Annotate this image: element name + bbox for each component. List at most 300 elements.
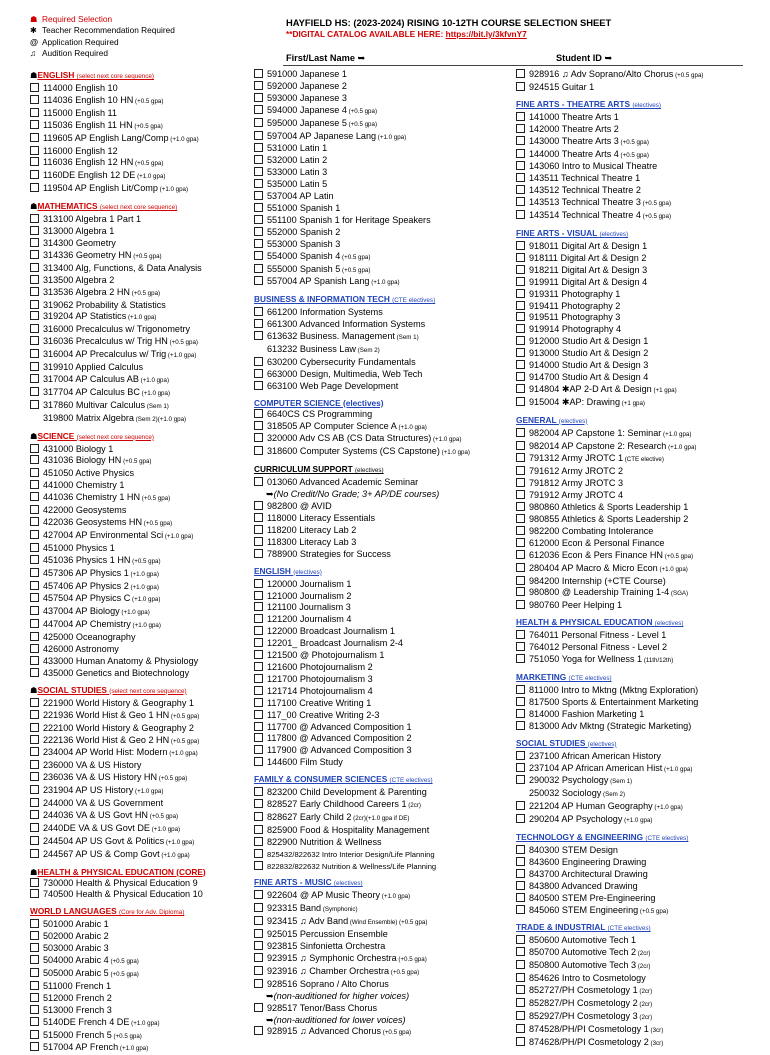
course-label: 441000 Chemistry 1: [43, 480, 125, 491]
course-label: 115000 English 11: [43, 107, 117, 118]
course-checkbox[interactable]: [516, 124, 525, 133]
course-checkbox[interactable]: [254, 799, 263, 808]
course-row: [254, 525, 510, 537]
course-label: 117100 Creative Writing 1: [267, 697, 372, 708]
course-checkbox[interactable]: [30, 668, 39, 677]
course-checkbox[interactable]: [30, 263, 39, 272]
section-heading-note: (electives): [632, 101, 662, 109]
course-checkbox[interactable]: [30, 336, 39, 345]
course-row: [30, 543, 256, 555]
course-checkbox[interactable]: [516, 136, 525, 145]
course-checkbox[interactable]: [30, 480, 39, 489]
course-row: [254, 409, 510, 421]
course-checkbox[interactable]: [516, 397, 525, 406]
course-checkbox[interactable]: [516, 857, 525, 866]
course-checkbox[interactable]: [30, 747, 39, 756]
section-heading-note: (electives): [354, 467, 384, 475]
course-checkbox[interactable]: [30, 1042, 39, 1051]
course-row: [254, 513, 510, 525]
course-label: 118200 Literacy Lab 2: [267, 524, 357, 535]
course-checkbox[interactable]: [30, 698, 39, 707]
course-checkbox[interactable]: [254, 446, 263, 455]
course-checkbox[interactable]: [516, 538, 525, 547]
course-checkbox[interactable]: [254, 537, 263, 546]
course-checkbox[interactable]: [254, 421, 263, 430]
course-checkbox[interactable]: [516, 173, 525, 182]
course-checkbox[interactable]: [30, 214, 39, 223]
course-checkbox[interactable]: [516, 845, 525, 854]
course-checkbox[interactable]: [516, 241, 525, 250]
course-label: 5140DE French 4 DE: [43, 1016, 130, 1027]
course-checkbox[interactable]: [30, 287, 39, 296]
course-row: [254, 179, 510, 191]
course-note: (+0.5 gpa): [673, 72, 704, 79]
course-checkbox[interactable]: [516, 161, 525, 170]
course-checkbox[interactable]: [516, 973, 525, 982]
course-row: [254, 381, 510, 393]
course-checkbox[interactable]: [254, 1026, 263, 1035]
course-checkbox[interactable]: [516, 348, 525, 357]
course-checkbox[interactable]: [516, 893, 525, 902]
course-checkbox[interactable]: [254, 966, 263, 975]
course-note: (+0.5 gpa): [340, 253, 371, 261]
course-checkbox[interactable]: [516, 654, 525, 663]
course-checkbox[interactable]: [30, 400, 39, 409]
section-heading-note: (select next core sequence): [99, 204, 178, 212]
course-checkbox[interactable]: [30, 324, 39, 333]
course-row: [254, 501, 510, 513]
course-checkbox[interactable]: [516, 1011, 525, 1020]
course-checkbox[interactable]: [30, 170, 39, 179]
course-note: (+1.0 gpa): [396, 423, 427, 431]
course-label: 316036 Precalculus w/ Trig HN: [43, 336, 168, 347]
course-checkbox[interactable]: [30, 772, 39, 781]
course-note: (+1.0 gpa): [159, 851, 190, 859]
course-checkbox[interactable]: [30, 568, 39, 577]
course-checkbox[interactable]: [30, 444, 39, 453]
course-label: 426000 Astronomy: [43, 644, 119, 655]
course-note: (+0.5 gpa): [157, 775, 188, 783]
course-checkbox[interactable]: [30, 931, 39, 940]
course-checkbox[interactable]: [254, 733, 263, 742]
course-checkbox[interactable]: [30, 349, 39, 358]
course-checkbox[interactable]: [254, 501, 263, 510]
course-checkbox[interactable]: [516, 563, 525, 572]
course-checkbox[interactable]: [254, 203, 263, 212]
course-checkbox[interactable]: [254, 602, 263, 611]
course-row: [254, 477, 510, 489]
course-checkbox[interactable]: [254, 979, 263, 988]
course-row: [254, 941, 510, 953]
course-checkbox[interactable]: [30, 362, 39, 371]
course-checkbox[interactable]: [30, 836, 39, 845]
course-checkbox[interactable]: [516, 265, 525, 274]
course-checkbox[interactable]: [516, 360, 525, 369]
course-row: [254, 787, 510, 799]
course-checkbox[interactable]: [516, 630, 525, 639]
course-label: 319062 Probability & Statistics: [43, 299, 166, 310]
course-note: (+1 gpa): [620, 399, 645, 407]
course-note: (+1.0 gpa): [128, 570, 159, 578]
course-checkbox[interactable]: [30, 823, 39, 832]
course-row: [516, 289, 756, 301]
course-checkbox[interactable]: [254, 710, 263, 719]
course-checkbox[interactable]: [30, 300, 39, 309]
course-note: (+1.0 gpa): [149, 825, 181, 833]
section-heading: [516, 98, 756, 112]
course-row: [30, 710, 256, 723]
course-label: 553000 Spanish 3: [267, 238, 341, 249]
course-checkbox[interactable]: [30, 108, 39, 117]
course-checkbox[interactable]: [516, 869, 525, 878]
course-label: 980860 Athletics & Sports Leadership 1: [529, 502, 689, 513]
course-checkbox[interactable]: [30, 798, 39, 807]
course-checkbox[interactable]: [254, 849, 263, 858]
course-row: [254, 825, 510, 837]
course-checkbox[interactable]: [516, 998, 525, 1007]
course-checkbox[interactable]: [516, 514, 525, 523]
course-checkbox[interactable]: [30, 760, 39, 769]
course-row: [30, 444, 256, 456]
course-checkbox[interactable]: [254, 357, 263, 366]
course-label: 319204 AP Statistics: [43, 311, 127, 322]
course-checkbox[interactable]: [516, 312, 525, 321]
course-label: 437004 AP Biology: [43, 606, 120, 617]
course-label: 319800 Matrix Algebra: [43, 412, 134, 423]
course-checkbox[interactable]: [516, 69, 525, 78]
course-checkbox[interactable]: [254, 650, 263, 659]
section-heading-label: WORLD LANGUAGES: [30, 906, 119, 917]
course-checkbox[interactable]: [30, 183, 39, 192]
course-checkbox[interactable]: [254, 941, 263, 950]
course-checkbox[interactable]: [30, 146, 39, 155]
course-row: [30, 214, 256, 226]
course-checkbox[interactable]: [254, 191, 263, 200]
course-checkbox[interactable]: [516, 1024, 525, 1033]
course-checkbox[interactable]: [516, 82, 525, 91]
course-note: (+1.0 gpa): [168, 135, 199, 143]
course-checkbox[interactable]: [30, 157, 39, 166]
course-checkbox[interactable]: [254, 579, 263, 588]
course-checkbox[interactable]: [516, 478, 525, 487]
course-checkbox[interactable]: [516, 210, 525, 219]
course-checkbox[interactable]: [254, 825, 263, 834]
course-row: [254, 698, 510, 710]
course-checkbox[interactable]: [516, 935, 525, 944]
course-checkbox[interactable]: [516, 336, 525, 345]
course-checkbox[interactable]: [254, 953, 263, 962]
course-checkbox[interactable]: [516, 185, 525, 194]
course-checkbox[interactable]: [516, 947, 525, 956]
course-row: [30, 492, 256, 505]
course-label: 791612 Army JROTC 2: [529, 466, 624, 477]
section-heading: [516, 671, 756, 685]
course-label: 980855 Athletics & Sports Leadership 2: [529, 514, 689, 524]
course-checkbox[interactable]: [254, 409, 263, 418]
course-checkbox[interactable]: [516, 384, 525, 393]
course-checkbox[interactable]: [254, 276, 263, 285]
course-checkbox[interactable]: [30, 530, 39, 539]
course-checkbox[interactable]: [516, 289, 525, 298]
course-checkbox[interactable]: [254, 638, 263, 647]
course-checkbox[interactable]: [254, 916, 263, 925]
course-note: ➥(non-auditioned for lower voices): [266, 1014, 406, 1025]
course-checkbox[interactable]: [516, 709, 525, 718]
course-note: (2cr)(+1.0 gpa if DE): [351, 814, 410, 822]
course-checkbox[interactable]: [516, 253, 525, 262]
course-checkbox[interactable]: [516, 685, 525, 694]
course-checkbox[interactable]: [516, 881, 525, 890]
course-row: [254, 537, 510, 549]
course-checkbox[interactable]: [254, 549, 263, 558]
course-checkbox[interactable]: [30, 374, 39, 383]
course-label: 843600 Engineering Drawing: [529, 856, 647, 867]
course-note: (2cr): [637, 988, 653, 996]
course-checkbox[interactable]: [254, 626, 263, 635]
course-checkbox[interactable]: [30, 517, 39, 526]
course-checkbox[interactable]: [254, 903, 263, 912]
course-checkbox[interactable]: [30, 250, 39, 259]
course-checkbox[interactable]: [516, 751, 525, 760]
course-row: [30, 747, 256, 760]
course-checkbox[interactable]: [30, 226, 39, 235]
course-checkbox[interactable]: [516, 587, 525, 596]
course-checkbox[interactable]: [30, 968, 39, 977]
course-checkbox[interactable]: [30, 993, 39, 1002]
section-heading-label: SOCIAL STUDIES: [516, 737, 588, 748]
course-checkbox[interactable]: [30, 735, 39, 744]
course-checkbox[interactable]: [254, 525, 263, 534]
course-checkbox[interactable]: [254, 787, 263, 796]
course-row: [30, 836, 256, 849]
course-checkbox[interactable]: [516, 1037, 525, 1046]
course-checkbox[interactable]: [516, 112, 525, 121]
course-checkbox[interactable]: [254, 239, 263, 248]
course-label: 1160DE English 12 DE: [43, 170, 136, 181]
course-checkbox[interactable]: [30, 849, 39, 858]
course-label: 554000 Spanish 4: [267, 250, 341, 261]
course-checkbox[interactable]: [254, 477, 263, 486]
course-checkbox[interactable]: [516, 550, 525, 559]
course-checkbox[interactable]: [30, 593, 39, 602]
course-checkbox[interactable]: [30, 95, 39, 104]
course-checkbox[interactable]: [30, 120, 39, 129]
course-row: [30, 772, 256, 785]
course-label: 825900 Food & Hospitality Management: [267, 824, 430, 835]
course-checkbox[interactable]: [254, 69, 263, 78]
course-checkbox[interactable]: [254, 662, 263, 671]
course-checkbox[interactable]: [254, 1003, 263, 1012]
course-checkbox[interactable]: [254, 381, 263, 390]
course-checkbox[interactable]: [254, 93, 263, 102]
course-checkbox[interactable]: [516, 324, 525, 333]
course-checkbox[interactable]: [516, 453, 525, 462]
course-label: 221204 AP Human Geography: [529, 801, 653, 812]
course-checkbox[interactable]: [254, 674, 263, 683]
course-checkbox[interactable]: [516, 466, 525, 475]
course-row: [254, 264, 510, 277]
course-checkbox[interactable]: [254, 861, 263, 870]
course-note: (+0.5 gpa): [130, 557, 161, 565]
course-checkbox[interactable]: [516, 600, 525, 609]
course-label: 854626 Intro to Cosmetology: [529, 973, 646, 984]
course-checkbox[interactable]: [254, 227, 263, 236]
course-checkbox[interactable]: [30, 644, 39, 653]
course-checkbox[interactable]: [254, 179, 263, 188]
course-checkbox[interactable]: [516, 490, 525, 499]
course-checkbox[interactable]: [254, 215, 263, 224]
course-checkbox[interactable]: [30, 710, 39, 719]
course-checkbox[interactable]: [254, 591, 263, 600]
course-label: 914000 Studio Art & Design 3: [529, 360, 649, 371]
course-checkbox[interactable]: [516, 576, 525, 585]
course-checkbox[interactable]: [254, 614, 263, 623]
course-checkbox[interactable]: [516, 697, 525, 706]
course-checkbox[interactable]: [254, 369, 263, 378]
course-checkbox[interactable]: [30, 581, 39, 590]
course-note: (Sem 2)(+1.0 gpa): [134, 415, 187, 423]
course-checkbox[interactable]: [30, 943, 39, 952]
course-checkbox[interactable]: [30, 387, 39, 396]
course-checkbox[interactable]: [516, 905, 525, 914]
course-row: [516, 185, 756, 197]
course-checkbox[interactable]: [30, 83, 39, 92]
course-label: 142000 Theatre Arts 2: [529, 123, 619, 134]
course-row: [254, 118, 510, 131]
course-checkbox[interactable]: [254, 155, 263, 164]
course-checkbox[interactable]: [254, 131, 263, 140]
course-checkbox[interactable]: [30, 555, 39, 564]
course-checkbox[interactable]: [30, 133, 39, 142]
course-checkbox[interactable]: [254, 331, 263, 340]
course-checkbox[interactable]: [30, 955, 39, 964]
course-checkbox[interactable]: [30, 492, 39, 501]
course-label: 982004 AP Capstone 1: Seminar: [529, 427, 662, 438]
course-label: 118000 Literacy Essentials: [267, 513, 376, 523]
course-checkbox[interactable]: [254, 433, 263, 442]
course-checkbox[interactable]: [30, 785, 39, 794]
course-checkbox[interactable]: [30, 1030, 39, 1039]
course-checkbox[interactable]: [30, 505, 39, 514]
course-note: (+0.5 gpa): [396, 956, 427, 963]
course-checkbox[interactable]: [516, 763, 525, 772]
course-checkbox[interactable]: [254, 513, 263, 522]
course-checkbox[interactable]: [254, 264, 263, 273]
course-checkbox[interactable]: [254, 167, 263, 176]
course-checkbox[interactable]: [516, 149, 525, 158]
course-checkbox[interactable]: [30, 878, 39, 887]
course-checkbox[interactable]: [30, 238, 39, 247]
course-label: 914700 Studio Art & Design 4: [529, 371, 649, 382]
course-label: 457504 AP Physics C: [43, 593, 131, 604]
course-row: [516, 587, 756, 600]
course-checkbox[interactable]: [254, 698, 263, 707]
catalog-link[interactable]: https://bit.ly/3kfvnY7: [445, 29, 527, 39]
course-label: 663100 Web Page Development: [267, 380, 399, 391]
course-checkbox[interactable]: [516, 428, 525, 437]
course-checkbox[interactable]: [254, 722, 263, 731]
course-checkbox[interactable]: [30, 606, 39, 615]
course-checkbox[interactable]: [516, 985, 525, 994]
course-checkbox[interactable]: [30, 723, 39, 732]
course-note: (3cr): [648, 1026, 664, 1034]
course-checkbox[interactable]: [516, 721, 525, 730]
course-checkbox[interactable]: [516, 301, 525, 310]
course-checkbox[interactable]: [254, 81, 263, 90]
course-checkbox[interactable]: [254, 812, 263, 821]
course-checkbox[interactable]: [516, 814, 525, 823]
course-label: 532000 Latin 2: [267, 155, 328, 166]
course-checkbox[interactable]: [254, 745, 263, 754]
section-heading: [254, 397, 510, 409]
course-checkbox[interactable]: [516, 526, 525, 535]
course-checkbox[interactable]: [30, 543, 39, 552]
course-checkbox[interactable]: [30, 1005, 39, 1014]
course-row: [516, 478, 756, 490]
course-checkbox[interactable]: [516, 960, 525, 969]
course-checkbox[interactable]: [30, 981, 39, 990]
course-checkbox[interactable]: [254, 105, 263, 114]
course-checkbox[interactable]: [254, 251, 263, 260]
course-checkbox[interactable]: [30, 455, 39, 464]
course-note: (+0.5 gpa): [169, 737, 200, 745]
name-field-label: First/Last Name ➥: [286, 53, 366, 63]
section-heading-label: TRADE & INDUSTRIAL: [516, 922, 608, 933]
course-checkbox[interactable]: [516, 801, 525, 810]
course-row: [30, 981, 256, 993]
course-label: 143060 Intro to Musical Theatre: [529, 161, 658, 172]
course-checkbox[interactable]: [254, 929, 263, 938]
course-checkbox[interactable]: [516, 775, 525, 784]
course-checkbox[interactable]: [30, 311, 39, 320]
course-checkbox[interactable]: [30, 1017, 39, 1026]
course-checkbox[interactable]: [254, 837, 263, 846]
course-checkbox[interactable]: [254, 307, 263, 316]
course-checkbox[interactable]: [30, 632, 39, 641]
course-checkbox[interactable]: [254, 757, 263, 766]
course-checkbox[interactable]: [30, 468, 39, 477]
course-checkbox[interactable]: [30, 919, 39, 928]
course-checkbox[interactable]: [30, 656, 39, 665]
course-checkbox[interactable]: [254, 890, 263, 899]
course-checkbox[interactable]: [254, 686, 263, 695]
course-label: 318600 Computer Systems (CS Capstone): [267, 446, 440, 457]
course-checkbox[interactable]: [30, 889, 39, 898]
course-checkbox[interactable]: [254, 118, 263, 127]
course-checkbox[interactable]: [516, 277, 525, 286]
course-row: [30, 698, 256, 710]
course-checkbox[interactable]: [516, 441, 525, 450]
course-checkbox[interactable]: [254, 319, 263, 328]
course-label: 915004 ✱AP: Drawing: [529, 396, 621, 407]
course-checkbox[interactable]: [516, 197, 525, 206]
section-heading-label: MATHEMATICS: [37, 201, 100, 212]
course-checkbox[interactable]: [516, 372, 525, 381]
legend-symbol-icon: @: [30, 36, 39, 47]
course-row: [30, 413, 256, 426]
course-checkbox[interactable]: [30, 619, 39, 628]
course-checkbox[interactable]: [30, 275, 39, 284]
course-checkbox[interactable]: [254, 143, 263, 152]
course-note: (+1.0 gpa): [128, 583, 159, 591]
course-row: [254, 861, 510, 873]
course-checkbox[interactable]: [30, 810, 39, 819]
course-checkbox[interactable]: [516, 642, 525, 651]
legend-label: Required Selection: [42, 14, 113, 24]
course-checkbox[interactable]: [516, 502, 525, 511]
course-row: [254, 251, 510, 264]
course-note: (+0.5 gpa): [389, 968, 420, 976]
